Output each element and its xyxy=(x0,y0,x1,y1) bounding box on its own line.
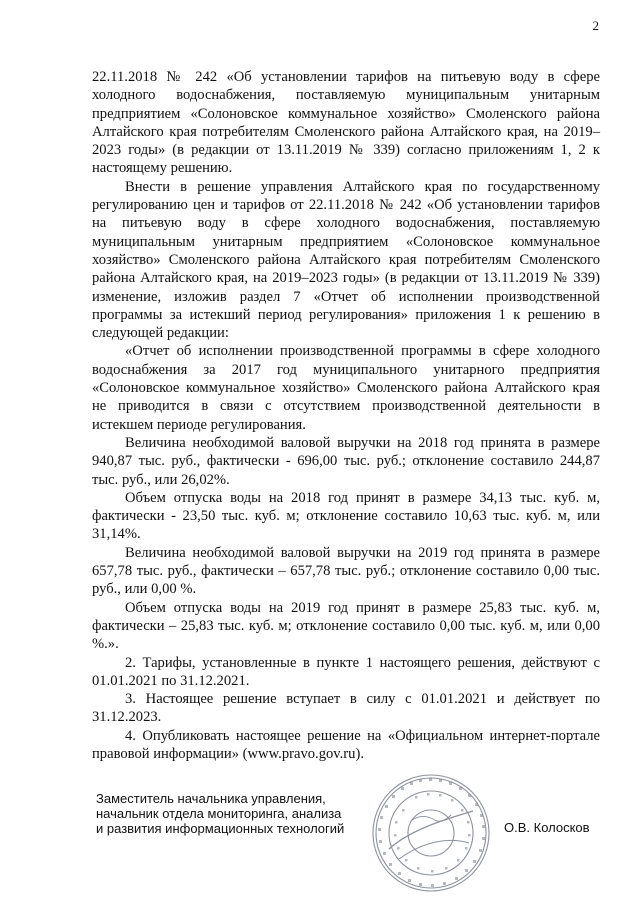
page-number: 2 xyxy=(592,18,599,33)
body-paragraph: Величина необходимой валовой выручки на 2019 год принята в размере 657,78 тыс. руб., фактически – 657,78 тыс. руб.; отклонение составило 0,00 тыс. руб., или 0,00 %. xyxy=(92,544,600,598)
signature-block xyxy=(96,791,606,871)
body-paragraph: 4. Опубликовать настоящее решение на «Официальном интернет-портале правовой информации» (www.pravo.gov.ru). xyxy=(92,727,600,762)
signatory-name: О.В. Колосков xyxy=(504,820,590,835)
document-body xyxy=(92,68,600,763)
body-paragraph: Внести в решение управления Алтайского края по государственному регулированию цен и тарифов от 22.11.2018 № 242 «Об установлении тарифов на питьевую воду в сфере холодного водоснабжения, поставляемую муниципальным унитарным предприятием «Солоновское коммунальное хозяйство» Смоленского района Алтайского края потребителям Смоленского района Алтайского края, на 2019–2023 годы» (в редакции от 13.11.2019 № 339) изменение, изложив раздел 7 «Отчет об исполнении производственной программы за истекший период регулирования» приложения 1 к решению в следующей редакции: xyxy=(92,178,600,342)
signatory-position-line: Заместитель начальника управления, xyxy=(96,791,326,806)
body-paragraph: Объем отпуска воды на 2019 год принят в размере 25,83 тыс. куб. м, фактически – 25,83 тыс. куб. м; отклонение составило 0,00 тыс. куб. м, или 0,00 %.». xyxy=(92,599,600,653)
body-paragraph: Величина необходимой валовой выручки на 2018 год принята в размере 940,87 тыс. руб., фактически - 696,00 тыс. руб.; отклонение составило 244,87 тыс. руб., или 26,02%. xyxy=(92,434,600,488)
signatory-position xyxy=(96,791,396,836)
official-seal-icon xyxy=(369,771,494,896)
body-paragraph: «Отчет об исполнении производственной программы в сфере холодного водоснабжения за 2017 год муниципального унитарного предприятия «Солоновское коммунальное хозяйство» Смоленского района Алтайского края не приводится в связи с отсутствием производственной деятельности в истекшем периоде регулирования. xyxy=(92,343,600,433)
signatory-position-line: и развития информационных технологий xyxy=(96,821,345,836)
body-paragraph: 22.11.2018 № 242 «Об установлении тарифов на питьевую воду в сфере холодного водоснабжения, поставляемую муниципальным унитарным предприятием «Солоновское коммунальное хозяйство» Смоленского района Алтайского края потребителям Смоленского района Алтайского края, на 2019–2023 годы» (в редакции от 13.11.2019 № 339) согласно приложениям 1, 2 к настоящему решению. xyxy=(92,69,600,177)
body-paragraph: 2. Тарифы, установленные в пункте 1 настоящего решения, действуют с 01.01.2021 по 31.12.2021. xyxy=(92,654,600,689)
body-paragraph: Объем отпуска воды на 2018 год принят в размере 34,13 тыс. куб. м, фактически - 23,50 тыс. куб. м; отклонение составило 10,63 тыс. куб. м, или 31,14%. xyxy=(92,489,600,543)
signatory-position-line: начальник отдела мониторинга, анализа xyxy=(96,806,342,821)
body-paragraph: 3. Настоящее решение вступает в силу с 01.01.2021 и действует по 31.12.2023. xyxy=(92,691,600,726)
